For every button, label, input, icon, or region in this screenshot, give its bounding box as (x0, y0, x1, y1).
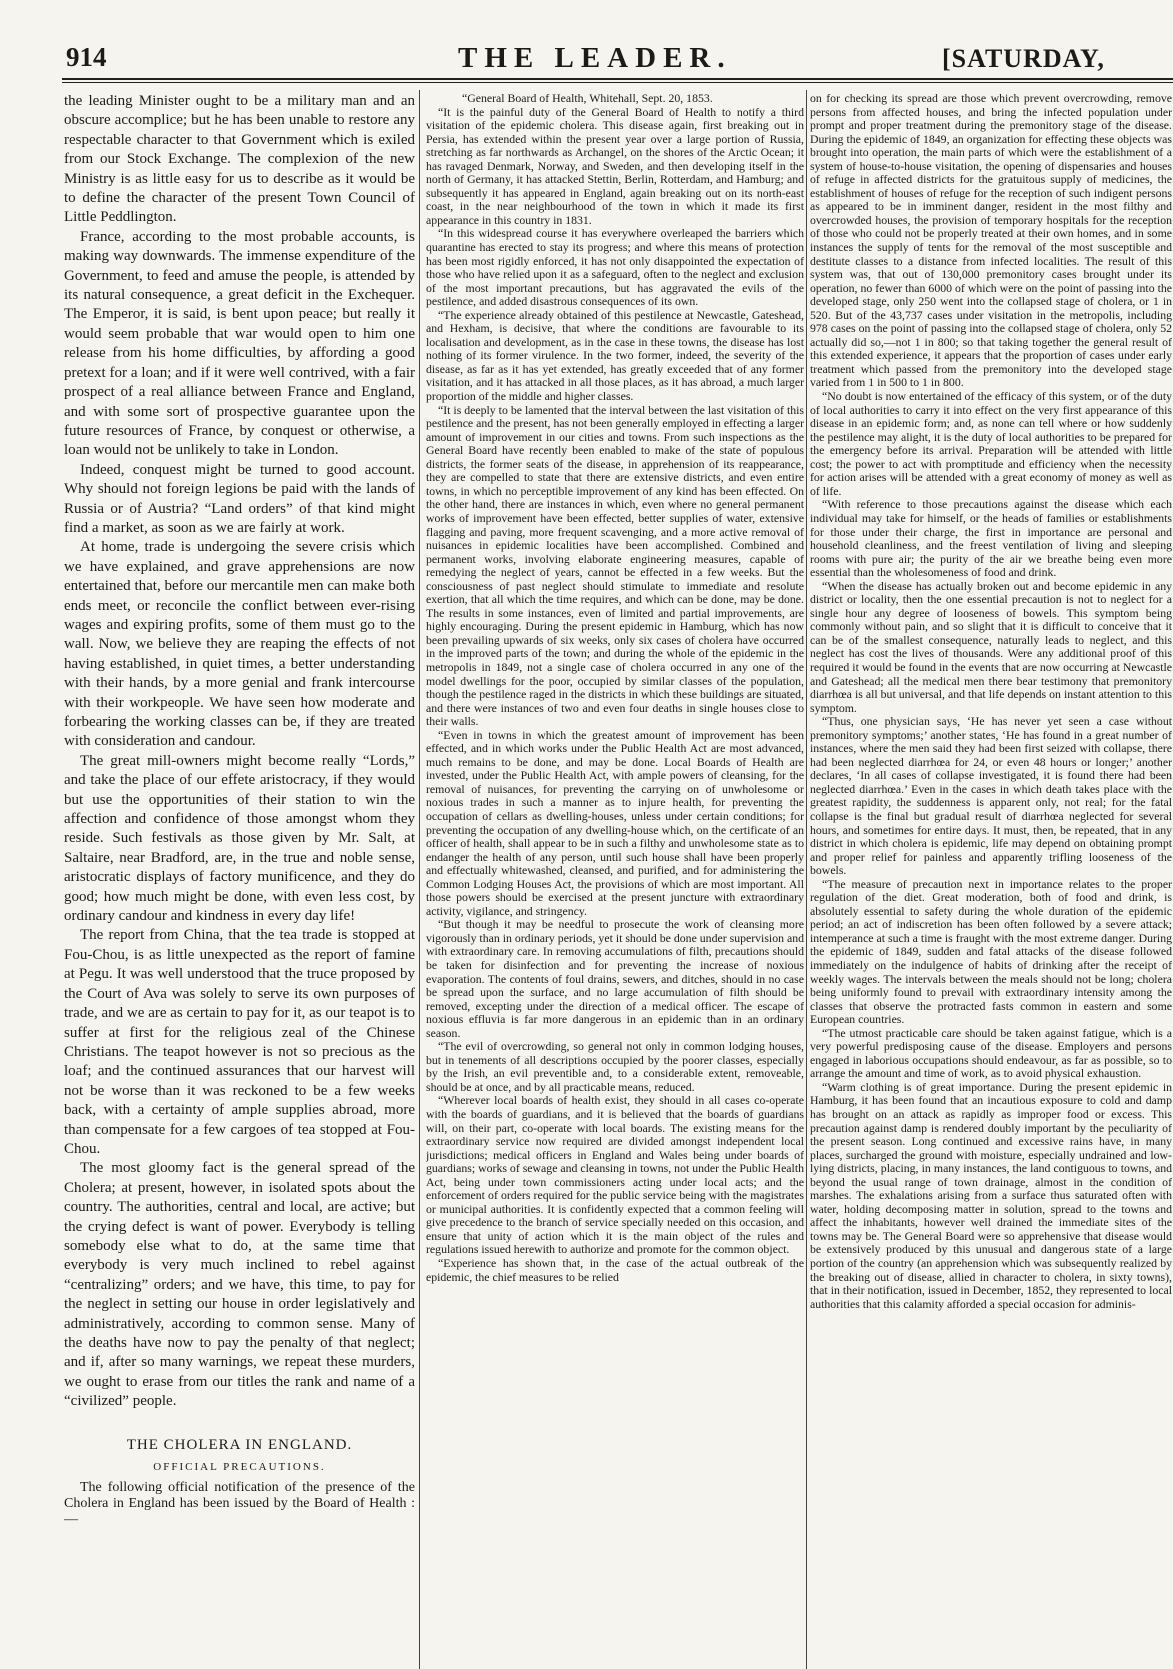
section-subtitle: OFFICIAL PRECAUTIONS. (153, 1461, 326, 1474)
paragraph: “Wherever local boards of health exist, they should in all cases co-operate with the boards of guardians, and it is believed that the boards of guardians will, on their part, co-operate with local boards. The existing means for the extraordinary service now required are divided amongst independent local jurisdictions; medical officers in England and Wales being under boards of guardians; works of sewage and cleansing in towns, not under the Public Health Act, being under town commissioners acting under local acts; and the enforcement of orders required for the public service being with the magistrates or municipal authorities. It is confidently expected that a common feeling will give precedence to the branch of service specially needed on this occasion, and ensure that unity of action which it is the main object of the rules and regulations issued herewith to authorize and promote for the common object. (426, 1093, 804, 1257)
masthead-title: THE LEADER. (458, 42, 732, 74)
column-divider-right (806, 90, 807, 1669)
paragraph: “It is the painful duty of the General Board of Health to notify a third visitation of the epidemic cholera. This disease again, first breaking out in Persia, has extended within the present year over a large portion of Russia, stretching as far northwards as Archangel, on the shores of the Arctic Ocean; it has ravaged Denmark, Norway, and Sweden, and then developing itself in the north of Germany, it has attacked Stettin, Berlin, Rotterdam, and Hamburg; and subsequently it has appeared in England, again breaking out on its north-east coast, in the near neighbourhood of the town in which it made its first appearance in this country in 1831. (426, 104, 804, 227)
paragraph: on for checking its spread are those which prevent overcrowding, remove persons from affected houses, and bring the infected population under prompt and proper treatment during the premonitory stage of the disease. During the epidemic of 1849, an organization for effecting these objects was brought into operation, the main parts of which were the establishment of a system of house-to-house visitation, the opening of dispensaries and houses of refuge in affected districts for the gratuitous supply of medicines, the establishment of houses of refuge for the reception of such indigent persons as appeared to be in imminent danger, resident in the most filthy and overcrowded houses, the provision of temporary hospitals for the reception of those who could not be properly treated at their own homes, and in some instances the supply of tents for the removal of the most susceptible and destitute classes to a distance from infected localities. The result of this system was, that out of 130,000 premonitory cases brought under its operation, no fewer than 6000 of which were on the point of passing into the developed stage, only 250 went into the collapsed stage of cholera, or 1 in 520. But of the 43,737 cases under visitation in the metropolis, including 978 cases on the point of passing into the collapsed stage of cholera, only 52 actually did so,—not 1 in 800; so that taking together the general result of this extended experience, it appears that the proportion of cases under early treatment which passed from the premonitory into the developed stage varied from 1 in 500 to 1 in 800. (810, 92, 1172, 390)
paragraph: the leading Minister ought to be a military man and an obscure accomplice; but he has been unable to restore any respectable character to that Government which is exiled from our Stock Exchange. The complexion of the new Ministry is as little easy for us to describe as it would be to define the character of the present Town Council of Little Peddlington. (64, 93, 415, 226)
paragraph: “When the disease has actually broken out and become epidemic in any district or locality, then the one essential precaution is not to neglect for a single hour any degree of looseness of bowels. This symptom being commonly without pain, and so slight that it is difficult to conceive that it can be of the smallest consequence, naturally leads to neglect, and this neglect has cost the lives of thousands. Were any additional proof of this required it would be found in the events that are now occurring at Newcastle and Gateshead; all the medical men there bear testimony that premonitory diarrhœa is all but universal, and that life depends on instant attention to this symptom. (810, 578, 1172, 715)
paragraph: “With reference to those precautions against the disease which each individual may take for himself, or the heads of families or establishments for those under their charge, the first in importance are personal and household cleanliness, and the freest ventilation of living and sleeping rooms with pure air; the purity of the air we breathe being even more essential than the wholesomeness of food and drink. (810, 497, 1172, 580)
header-rule-thin (62, 82, 1173, 83)
paragraph: France, according to the most probable accounts, is making way downwards. The immense expenditure of the Government, to feed and amuse the people, is attended by its natural consequence, a great deficit in the Exchequer. The Emperor, it is said, is bent upon peace; but really it would seem probable that war would open to him one release from his home difficulties, by affording a good pretext for a loan; and if it were well contrived, with a fair prospect of a real alliance between France and England, and with some sort of prospective guarantee upon the future resources of France, by conquest or otherwise, a loan would not be unlikely to take in London. (64, 228, 415, 459)
column-middle (426, 92, 804, 1666)
column-left (64, 92, 415, 1640)
paragraph: “The measure of precaution next in importance relates to the proper regulation of the diet. Great moderation, both of food and drink, is absolutely essential to safety during the whole duration of the epidemic period; an act of indiscretion has been often followed by a severe attack; intemperance at such a time is fraught with the most extreme danger. During the epidemic of 1849, sudden and fatal attacks of the disease followed immediately on the indulgence of habits of drinking after the receipt of weekly wages. The intervals between the meals should not be long; cholera being uniformly found to prevail with extraordinary intensity among the classes that observe the protracted fasts common in eastern and some European countries. (810, 876, 1172, 1027)
paragraph: “It is deeply to be lamented that the interval between the last visitation of this pestilence and the present, has not been generally employed in effecting a larger amount of improvement in our cities and towns. From such inspections as the General Board have recently been enabled to make of the state of populous districts, the former seats of the disease, in apprehension of its reappearance, they are compelled to state that there are extensive districts, and even entire towns, in which no perceptible improvement of any kind has been effected. On the other hand, there are instances in which, even where no general permanent works of improvement have been effected, better supplies of water, extensive flagging and paving, more frequent scavenging, and a more active removal of nuisances in epidemic localities have been accomplished. Combined and permanent works, involving elaborate engineering measures, capable of remedying the neglect of years, cannot be effected in a few weeks. But the consciousness of past neglect should stimulate to immediate and resolute exertion, that all which the time requires, and which can be done, may be done. The results in some instances, even of limited and partial improvements, are highly encouraging. During the present epidemic in Hamburg, which has now been prevailing upwards of six weeks, only six cases of cholera have occurred in the improved parts of the town; and during the whole of the epidemic in the metropolis in 1849, not a single case of cholera occurred in any one of the model dwellings for the poor, occupied by similar classes of the population, though the pestilence raged in the districts in which these buildings are situated, and there were instances of two and even four deaths in single houses close to their walls. (426, 402, 804, 729)
paragraph: “Warm clothing is of great importance. During the present epidemic in Hamburg, it has been found that an incautious exposure to cold and damp has brought on an attack as rapidly as improper food or excess. This precaution against damp is rendered doubly important by the peculiarity of the present season. Long continued and excessive rains have, in many places, surcharged the ground with moisture, especially undrained and low-lying districts, placing, in many instances, the land contiguous to towns, and beyond the usual range of town drainage, almost in the condition of marshes. The exhalations arising from a surface thus saturated often with water, holding decomposing matter in solution, spread to the towns and affect the inhabitants, however well drained the immediate sites of the towns may be. The General Board were so apprehensive that disease would be extensively produced by this unusual and dangerous state of a large portion of the country (an apprehension which was subsequently realized by the breaking out of disease, allied in character to cholera, in sixty towns), that in their notification, issued in December, 1852, they represented to local authorities that this calamity afforded a special occasion for adminis- (810, 1079, 1172, 1311)
section-intro: The following official notification of the presence of the Cholera in England has been issued by the Board of Health :— (64, 1480, 415, 1528)
section-title: THE CHOLERA IN ENGLAND. (126, 1436, 353, 1453)
header-rule (62, 78, 1173, 80)
paragraph: “The evil of overcrowding, so general not only in common lodging houses, but in tenements of all descriptions occupied by the poorer classes, especially by the Irish, an evil preventible and, to a considerable extent, removeable, should be at once, and by all practicable means, reduced. (426, 1039, 804, 1094)
paragraph: “In this widespread course it has everywhere overleaped the barriers which quarantine has erected to stay its progress; and where this means of protection has been most rigidly enforced, it has not only disappointed the expectation of those who have relied upon it as a safeguard, often to the neglect and exclusion of the most important precautions, but has aggravated the evils of the pestilence, and added disastrous consequences of its own. (426, 226, 804, 309)
paragraph: At home, trade is undergoing the severe crisis which we have explained, and grave apprehensions are now entertained that, before our mercantile men can make both ends meet, or reconcile the conflict between ever-rising wages and expiring profits, some of them must go to the wall. Now, we believe they are reaping the effects of not having established, in quiet times, a better understanding with their hands, by a more genial and frank intercourse with their workpeople. We have seen how moderate and forbearing the working classes can be, if they are treated with consideration and candour. (64, 539, 415, 750)
paragraph: “Experience has shown that, in the case of the actual outbreak of the epidemic, the chief measures to be relied (426, 1256, 804, 1284)
paragraph: “No doubt is now entertained of the efficacy of this system, or of the duty of local authorities to carry it into effect on the very first appearance of this disease in an epidemic form; and, as none can tell where or how suddenly the pestilence may alight, it is the duty of local authorities to be prepared for the emergency before its arrival. Preparation will be attended with little cost; the power to act with promptitude and efficiency when the necessity for action arises will be attended with a great economy of money as well as of life. (810, 389, 1172, 498)
paragraph: “The experience already obtained of this pestilence at Newcastle, Gateshead, and Hexham, is decisive, that where the conditions are favourable to its localisation and development, as in the case in these towns, the disease has lost nothing of its former virulence. In the two former, indeed, the severity of the disease, as far as it has yet extended, has greatly exceeded that of any former visitation, and it has attacked in all those places, as it has abroad, a much larger proportion of the middle and higher classes. (426, 307, 804, 404)
paragraph: “But though it may be needful to prosecute the work of cleansing more vigorously than in ordinary periods, yet it should be done under supervision and with extraordinary care. In removing accumulations of filth, precautions should be taken for disinfection and for preventing the increase of noxious evaporation. The contents of foul drains, sewers, and ditches, should in no case be spread upon the surface, and no large accumulation of filth should be removed, excepting under the direction of a medical officer. The escape of noxious effluvia is far more dangerous in an epidemic than in an ordinary season. (426, 917, 804, 1040)
paragraph: “The utmost practicable care should be taken against fatigue, which is a very powerful predisposing cause of the disease. Employers and persons engaged in laborious occupations should endeavour, as far as possible, so to arrange the amount and time of work, as to avoid physical exhaustion. (810, 1025, 1172, 1081)
paragraph: The most gloomy fact is the general spread of the Cholera; at present, however, in isolated spots about the country. The authorities, central and local, are active; but the crying defect is want of power. Everybody is telling somebody else what to do, at the same time that everybody is very much inclined to rebel against “centralizing” orders; and we have, this time, to pay for the neglect in setting our house in order legislatively and administratively, according to common sense. Many of the deaths have now to pay the penalty of that neglect; and if, after so many warnings, we repeat these murders, we ought to erase from our titles the rank and name of a “civilized” people. (64, 1160, 415, 1410)
column-right (810, 92, 1172, 1666)
paragraph: Indeed, conquest might be turned to good account. Why should not foreign legions be paid with the lands of Russia or of Austria? “Land orders” of that kind might find a market, as soon as we are fairly at work. (64, 461, 415, 536)
page-number: 914 (66, 42, 107, 72)
paragraph: The report from China, that the tea trade is stopped at Fou-Chou, is as little unexpected as the report of famine at Pegu. It was well understood that the truce proposed by the Court of Ava was solely to serve its own purposes of trade, and we are as certain to pay for it, as our teapot is to suffer at first for the religious zeal of the Chinese Christians. The teapot however is not so precious as the loaf; and the continued assurances that our harvest will not be worse than it was reckoned to be a few weeks back, with a certainty of ample supplies abroad, more than compensate for a few cargoes of tea stopped at Fou-Chou. (64, 927, 415, 1157)
masthead-day: [SATURDAY, (942, 44, 1105, 73)
column-divider-left (419, 90, 420, 1669)
paragraph: “Even in towns in which the greatest amount of improvement has been effected, and in which works under the Public Health Act are most advanced, much remains to be done, and may be done. Local Boards of Health are invested, under the Public Health Act, with ample powers of cleansing, for the removal of nuisances, for preventing the carrying on of unwholesome or noxious trades in such a manner as to injure health, for preventing the occupation of cellars as dwelling-houses, unless under certain conditions; for preventing the occupation of any dwelling-house which, on the certificate of an officer of health, shall appear to be in such a filthy and unwholesome state as to endanger the health of any person, until such house shall have been properly and effectually whitewashed, cleansed, and purified, and for administering the Common Lodging Houses Act, the provisions of which are most important. All those powers should be exercised at the present juncture with extraordinary activity, vigilance, and stringency. (426, 727, 804, 918)
paragraph: The great mill-owners might become really “Lords,” and take the place of our effete aristocracy, if they would but use the opportunities of their station to win the affection and confidence of those amongst whom they reside. Such festivals as those given by Mr. Salt, at Saltaire, near Bradford, are, in the true and noble sense, aristocratic displays of factory munificence, and they do good; how much might be done, with even less cost, by ordinary candour and kindness in every day life! (64, 752, 415, 925)
dateline: “General Board of Health, Whitehall, Sept. 20, 1853. (462, 92, 713, 105)
paragraph: “Thus, one physician says, ‘He has never yet seen a case without premonitory symptoms;’ another states, ‘He has found in a great number of instances, where the men said they had been first seized with collapse, there had been neglected diarrhœa for 24, or even 48 hours or longer;’ another declares, ‘In all cases of collapse investigated, it is found there had been neglected diarrhœa.’ Even in the cases in which death takes place with the greatest rapidity, the suddenness is apparent only, not real; for the fatal collapse is the final but gradual result of diarrhœa neglected for several hours, and sometimes for entire days. It must, then, be repeated, that in any district in which cholera is epidemic, life may depend on obtaining prompt and proper relief for painless and apparently trifling looseness of the bowels. (810, 714, 1172, 878)
